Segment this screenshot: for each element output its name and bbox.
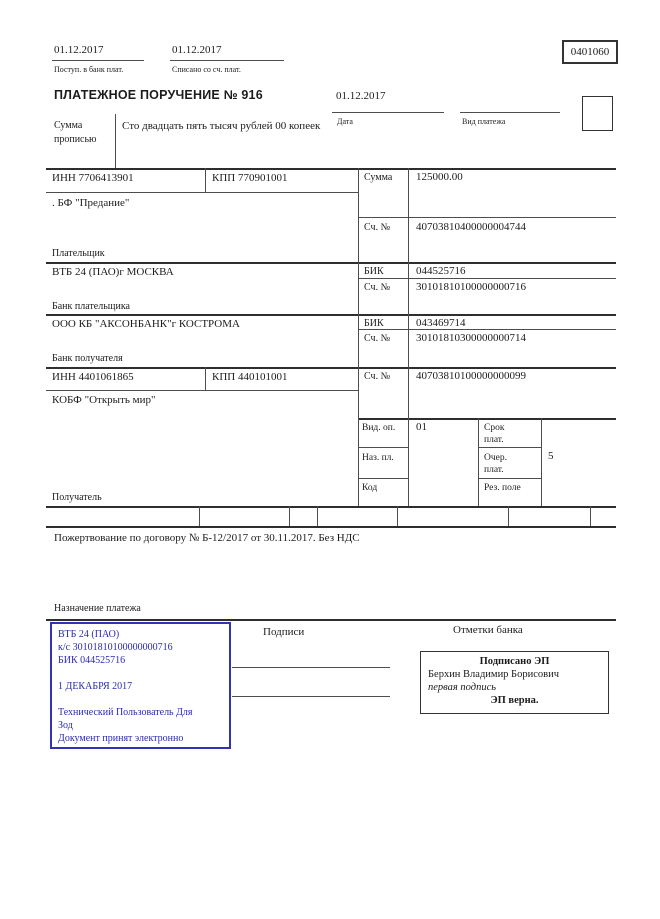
payer-section-line <box>46 262 616 264</box>
priority-label-1: Очер. <box>484 453 507 463</box>
esignature-box <box>420 651 609 714</box>
op-row1-line-left <box>358 447 409 448</box>
form-code-box <box>562 40 618 64</box>
tax-field-divider-4 <box>397 506 398 526</box>
payee-account-label: Сч. № <box>364 371 391 382</box>
signature-line-2 <box>232 696 390 697</box>
bank-marks-header: Отметки банка <box>453 624 523 636</box>
priority-value: 5 <box>548 450 554 462</box>
date-underline <box>332 112 444 113</box>
payer-inn: ИНН 7706413901 <box>52 172 134 184</box>
esignature-title: Подписано ЭП <box>479 656 550 667</box>
payee-bank-bik: 043469714 <box>416 317 466 329</box>
payee-bank-name: ООО КБ "АКСОНБАНК"г КОСТРОМА <box>52 318 240 330</box>
payment-purpose-label: Назначение платежа <box>54 603 141 614</box>
payee-inn: ИНН 4401061865 <box>52 371 134 383</box>
payee-bank-bik-label: БИК <box>364 318 384 329</box>
payee-label: Получатель <box>52 492 102 503</box>
payee-name: КОБФ "Открыть мир" <box>52 394 156 406</box>
amount-words-label-2: прописью <box>54 134 97 145</box>
debited-date-underline <box>170 60 284 61</box>
op-label2-left-line <box>478 418 479 506</box>
payer-bank-bik: 044525716 <box>416 265 466 277</box>
op-type-value: 01 <box>416 421 427 433</box>
op-row2-line-right <box>478 478 541 479</box>
payer-bank-label: Банк плательщика <box>52 301 130 312</box>
op-row2-line-left <box>358 478 409 479</box>
due-date-label-2: плат. <box>484 435 504 445</box>
payer-name: . БФ "Предание" <box>52 197 130 209</box>
payer-account: 40703810400000004744 <box>416 221 526 233</box>
payer-kpp: КПП 770901001 <box>212 172 288 184</box>
due-date-label-1: Срок <box>484 423 505 433</box>
op-type-label: Вид. оп. <box>362 423 396 433</box>
payee-account: 40703810100000000099 <box>416 370 526 382</box>
form-code: 0401060 <box>570 46 610 58</box>
label-column-left-line <box>358 168 359 506</box>
received-date: 01.12.2017 <box>54 44 104 56</box>
payee-bank-account: 30101810300000000714 <box>416 332 526 344</box>
debited-date: 01.12.2017 <box>172 44 222 56</box>
payer-bank-account: 30101810100000000716 <box>416 281 526 293</box>
stamp-corr-account: к/с 30101810100000000716 <box>58 642 173 653</box>
payee-bank-bik-line <box>358 329 616 330</box>
payment-type-label: Вид платежа <box>462 117 506 126</box>
reserve-field-label: Рез. поле <box>484 483 521 493</box>
stamp-user-line2: Зод <box>58 720 73 731</box>
tax-field-divider-5 <box>508 506 509 526</box>
table-top-line <box>46 168 616 170</box>
payer-inn-kpp-divider <box>205 168 206 192</box>
received-date-label: Поступ. в банк плат. <box>54 65 124 74</box>
date-label: Дата <box>337 117 353 126</box>
debited-date-label: Списано со сч. плат. <box>172 65 241 74</box>
tax-field-divider-2 <box>289 506 290 526</box>
bank-stamp <box>50 622 231 749</box>
payer-bank-bik-label: БИК <box>364 266 384 277</box>
payment-type-checkbox <box>582 96 613 131</box>
payee-kpp: КПП 440101001 <box>212 371 288 383</box>
esignature-type: первая подпись <box>428 682 497 693</box>
sum-label: Сумма <box>364 172 393 183</box>
payer-account-label: Сч. № <box>364 222 391 233</box>
payer-bank-section-line <box>46 314 616 316</box>
operation-top-line <box>358 418 616 420</box>
payee-bank-section-line <box>46 367 616 369</box>
tax-field-divider-3 <box>317 506 318 526</box>
code-label: Код <box>362 483 378 493</box>
tax-field-divider-1 <box>199 506 200 526</box>
payer-label: Плательщик <box>52 248 105 259</box>
esignature-name: Берхин Владимир Борисович <box>428 669 559 680</box>
signatures-header: Подписи <box>263 626 305 638</box>
payer-bank-account-label: Сч. № <box>364 282 391 293</box>
esignature-verified: ЭП верна. <box>490 695 539 706</box>
stamp-status: Документ принят электронно <box>58 733 184 744</box>
tax-fields-bottom-line <box>46 526 616 528</box>
sum-value: 125000.00 <box>416 171 463 183</box>
op-row1-line-right <box>478 447 541 448</box>
payer-bank-bik-line <box>358 278 616 279</box>
payee-bank-account-label: Сч. № <box>364 333 391 344</box>
label-column-right-line <box>408 168 409 506</box>
payer-inn-row-line <box>46 192 359 193</box>
sum-row-line <box>358 217 616 218</box>
purpose-section-line <box>46 619 616 621</box>
payee-inn-row-line <box>46 390 359 391</box>
op-label2-right-line <box>541 418 542 506</box>
tax-field-divider-6 <box>590 506 591 526</box>
document-date: 01.12.2017 <box>336 90 386 102</box>
payment-type-underline <box>460 112 560 113</box>
priority-label-2: плат. <box>484 465 504 475</box>
payee-inn-kpp-divider <box>205 367 206 390</box>
payee-section-line <box>46 506 616 508</box>
received-date-underline <box>52 60 144 61</box>
stamp-date: 1 ДЕКАБРЯ 2017 <box>58 681 133 692</box>
purpose-code-label: Наз. пл. <box>362 453 394 463</box>
amount-in-words: Сто двадцать пять тысяч рублей 00 копеек <box>122 120 321 132</box>
stamp-bank-name: ВТБ 24 (ПАО) <box>58 629 120 640</box>
stamp-user-line1: Технический Пользователь Для <box>58 707 193 718</box>
stamp-bik: БИК 044525716 <box>58 655 126 666</box>
payment-purpose-text: Пожертвование по договору № Б-12/2017 от 30.11.2017. Без НДС <box>54 532 360 544</box>
amount-words-label-1: Сумма <box>54 120 83 131</box>
payee-bank-label: Банк получателя <box>52 353 123 364</box>
payer-bank-name: ВТБ 24 (ПАО)г МОСКВА <box>52 266 174 278</box>
signature-line-1 <box>232 667 390 668</box>
document-title: ПЛАТЕЖНОЕ ПОРУЧЕНИЕ № 916 <box>54 88 263 102</box>
amount-words-divider <box>115 114 116 168</box>
